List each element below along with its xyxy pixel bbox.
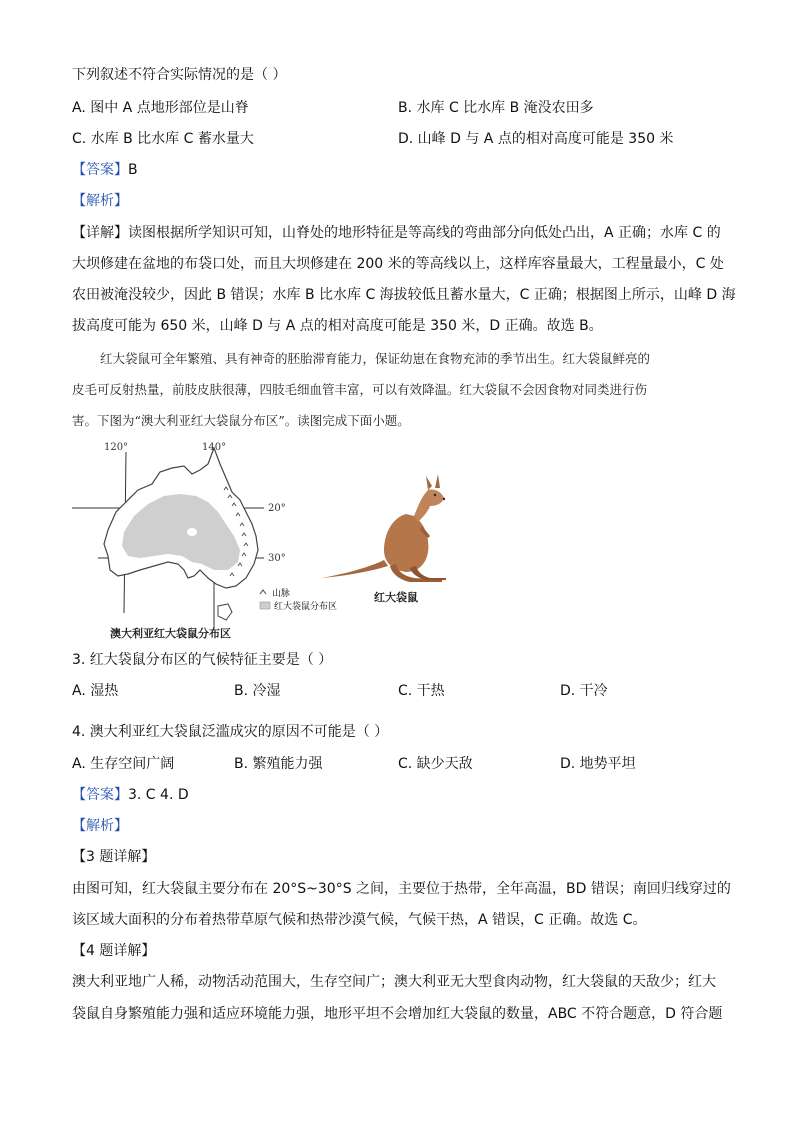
q4-option-a: A. 生存空间广阔 (72, 756, 175, 772)
passage-line-1: 红大袋鼠可全年繁殖、具有神奇的胚胎滞育能力，保证幼崽在食物充沛的季节出生。红大袋鼠鲜亮的 (100, 351, 651, 366)
q2-detail-line-4: 拔高度可能为 650 米，山峰 D 与 A 点的相对高度可能是 350 米，D 正确。故选 B。 (72, 318, 603, 334)
q2-detail-line-3: 农田被淹没较少，因此 B 错误；水库 B 比水库 C 海拔较低且蓄水量大，C 正确；根据图上所示，山峰 D 海 (72, 287, 736, 303)
legend-mountain-label: 山脉 (272, 589, 291, 599)
kangaroo-image (318, 474, 463, 584)
q4-detail-line-1: 澳大利亚地广人稀，动物活动范围大，生存空间广；澳大利亚无大型食肉动物，红大袋鼠的天敌少；红大 (72, 974, 716, 990)
legend-area-swatch (260, 602, 270, 609)
lat-label-30: 30° (268, 553, 286, 564)
answer-value: B (128, 162, 138, 178)
q3-option-c: C. 干热 (398, 683, 445, 699)
q2-stem: 下列叙述不符合实际情况的是（ ） (72, 67, 287, 83)
kangaroo-caption: 红大袋鼠 (374, 591, 418, 604)
q2-answer-row (72, 161, 138, 179)
q4-detail-line-2: 袋鼠自身繁殖能力强和适应环境能力强，地形平坦不会增加红大袋鼠的数量，ABC 不符合题意，D 符合题 (72, 1006, 723, 1022)
q34-answer-row: 【答案】3. C 4. D (72, 787, 189, 803)
map-caption: 澳大利亚红大袋鼠分布区 (110, 627, 231, 640)
q4-option-b: B. 繁殖能力强 (234, 756, 323, 772)
legend-mountain-icon (260, 590, 266, 594)
q2-option-b: B. 水库 C 比水库 B 淹没农田多 (398, 100, 594, 116)
q2-detail-line-2: 大坝修建在盆地的布袋口处，而且大坝修建在 200 米的等高线以上，这样库容量最大，工程量最小，C 处 (72, 256, 724, 272)
tasmania (218, 604, 232, 620)
detail-label: 【详解】 (72, 225, 128, 241)
q3-option-a: A. 湿热 (72, 683, 119, 699)
passage-line-3: 害。下图为“澳大利亚红大袋鼠分布区”。读图完成下面小题。 (72, 413, 410, 428)
q2-option-a: A. 图中 A 点地形部位是山脊 (72, 100, 249, 116)
q2-analysis-label: 【解析】 (72, 193, 128, 209)
q3-stem: 3. 红大袋鼠分布区的气候特征主要是（ ） (72, 652, 333, 668)
q34-analysis-label: 【解析】 (72, 818, 128, 834)
passage-line-2: 皮毛可反射热量，前肢皮肤很薄，四肢毛细血管丰富，可以有效降温。红大袋鼠不会因食物对同类进行伤 (72, 382, 648, 397)
q3-detail-line-2: 该区域大面积的分布着热带草原气候和热带沙漠气候，气候干热，A 错误，C 正确。故选 C。 (72, 912, 647, 928)
lat-label-20: 20° (268, 503, 286, 514)
q4-option-d: D. 地势平坦 (560, 756, 636, 772)
q3-detail-label: 【3 题详解】 (72, 849, 156, 865)
q3-option-d: D. 干冷 (560, 683, 608, 699)
q3-option-b: B. 冷湿 (234, 683, 281, 699)
lon-label-140: 140° (202, 442, 227, 453)
q2-detail-line-1: 【详解】读图根据所学知识可知，山脊处的地形特征是等高线的弯曲部分向低处凸出，A 正确；水库 C 的 (72, 225, 721, 241)
q4-detail-label: 【4 题详解】 (72, 943, 156, 959)
q4-stem: 4. 澳大利亚红大袋鼠泛滥成灾的原因不可能是（ ） (72, 724, 389, 740)
lon-label-120: 120° (104, 442, 129, 453)
q4-option-c: C. 缺少天敌 (398, 756, 473, 772)
q3-detail-line-1: 由图可知，红大袋鼠主要分布在 20°S~30°S 之间，主要位于热带，全年高温，BD 错误；南回归线穿过的 (72, 881, 731, 897)
q34-answer-value: 3. C 4. D (128, 787, 189, 803)
legend-area-label: 红大袋鼠分布区 (274, 602, 338, 612)
q2-option-c: C. 水库 B 比水库 C 蓄水量大 (72, 131, 254, 147)
answer-label: 【答案】 (72, 162, 128, 178)
q2-option-d: D. 山峰 D 与 A 点的相对高度可能是 350 米 (398, 131, 674, 147)
lake-spot (187, 528, 197, 536)
